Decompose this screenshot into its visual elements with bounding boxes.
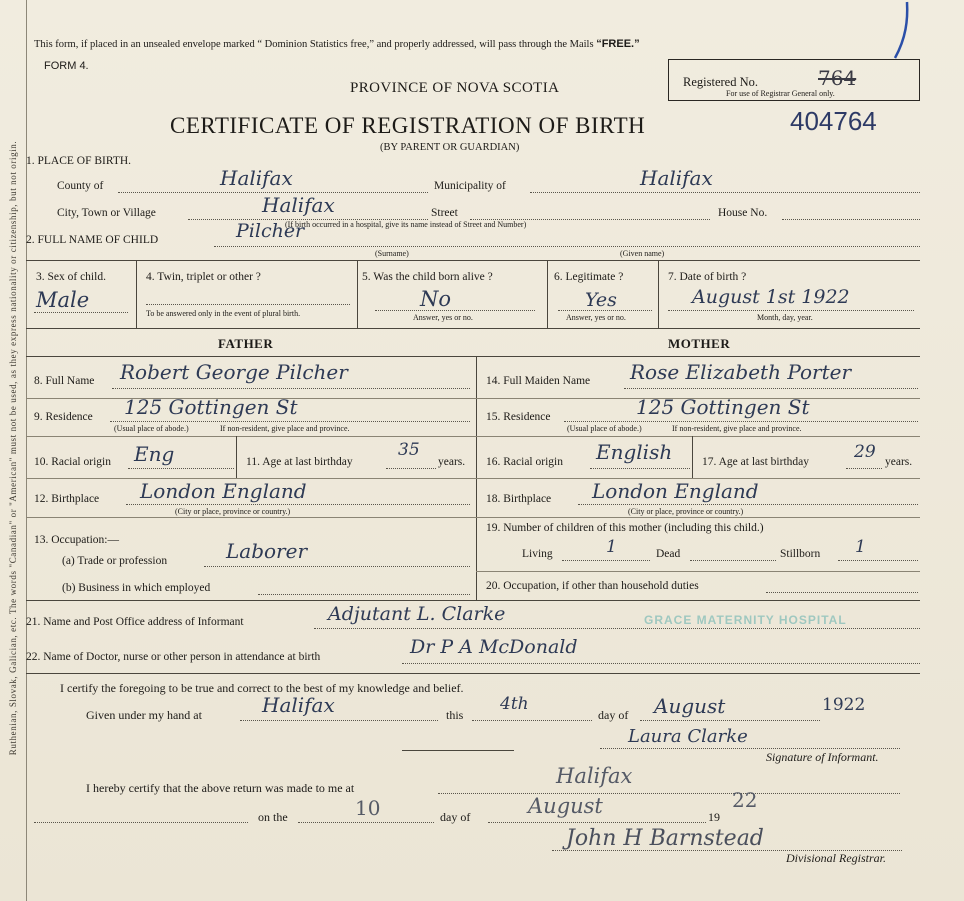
- municipality-value: Halifax: [640, 166, 713, 190]
- street-label: Street: [431, 207, 458, 219]
- father-name-label: 8. Full Name: [34, 375, 95, 387]
- divider-child-3: [547, 260, 548, 328]
- form-number: FORM 4.: [44, 60, 89, 72]
- surname-caption: (Surname): [375, 249, 409, 258]
- born-alive-line: [375, 310, 535, 311]
- certificate-number: 404764: [790, 106, 877, 136]
- certificate-subtitle: (BY PARENT OR GUARDIAN): [380, 142, 520, 153]
- given-name-caption: (Given name): [620, 249, 665, 258]
- father-name-value: Robert George Pilcher: [120, 360, 348, 384]
- informant-signature: Laura Clarke: [628, 726, 748, 747]
- rule-row-19: [476, 571, 920, 572]
- mother-age-label: 17. Age at last birthday: [702, 456, 809, 468]
- mother-racial-origin-line: [590, 468, 690, 469]
- legitimate-value: Yes: [585, 289, 617, 311]
- divider-child-1: [136, 260, 137, 328]
- mother-birthplace-caption: (City or place, province or country.): [628, 507, 744, 516]
- registration-year-value: 22: [732, 788, 758, 812]
- doctor-label: 22. Name of Doctor, nurse or other person in attendance at birth: [26, 651, 321, 663]
- mother-children-label: 19. Number of children of this mother (including this child.): [486, 522, 764, 534]
- registrar-signature: John H Barnstead: [566, 826, 764, 851]
- father-birthplace-caption: (City or place, province or country.): [175, 507, 291, 516]
- sex-label: 3. Sex of child.: [36, 271, 106, 283]
- registration-day-of-label: day of: [440, 810, 471, 824]
- father-trade-label: (a) Trade or profession: [62, 555, 168, 567]
- born-alive-label: 5. Was the child born alive ?: [362, 271, 493, 283]
- registration-month-value: August: [528, 794, 603, 818]
- mother-dead-label: Dead: [656, 548, 681, 560]
- father-age-value: 35: [398, 440, 420, 460]
- legitimate-label: 6. Legitimate ?: [554, 271, 624, 283]
- doctor-line: [402, 663, 920, 664]
- legitimate-line: [558, 310, 652, 311]
- father-occupation-label: 13. Occupation:—: [34, 534, 119, 546]
- municipality-label: Municipality of: [434, 180, 506, 192]
- mother-stillborn-line: [838, 560, 918, 561]
- given-year-value: 1922: [822, 695, 866, 715]
- house-number-line: [782, 219, 920, 220]
- twin-label: 4. Twin, triplet or other ?: [146, 271, 261, 283]
- legitimate-caption: Answer, yes or no.: [566, 313, 626, 322]
- given-place-value: Halifax: [262, 693, 335, 717]
- signature-rule-left: [402, 750, 514, 751]
- registrar-place-value: Halifax: [556, 764, 633, 788]
- side-instruction-text: Ruthenian, Slovak, Galician, etc. The words "Canadian" or "American" must not be used, as they express nationality or citizenship, but not origin.: [8, 140, 18, 756]
- registrar-blank-line: [34, 822, 248, 823]
- born-alive-caption: Answer, yes or no.: [413, 313, 473, 322]
- informant-value: Adjutant L. Clarke: [328, 603, 506, 625]
- hospital-stamp: GRACE MATERNITY HOSPITAL: [644, 613, 847, 627]
- father-abode-caption: (Usual place of abode.): [114, 424, 189, 433]
- mother-residence-label: 15. Residence: [486, 411, 551, 423]
- father-business-line: [258, 594, 470, 595]
- mother-nonresident-caption: If non-resident, give place and province.: [672, 424, 802, 433]
- twin-note: To be answered only in the event of plural birth.: [146, 309, 301, 318]
- full-name-label: 2. FULL NAME OF CHILD: [26, 234, 159, 246]
- registrar-use-note: For use of Registrar General only.: [726, 89, 835, 98]
- mother-age-value: 29: [854, 442, 876, 462]
- mother-birthplace-label: 18. Birthplace: [486, 493, 552, 505]
- mother-residence-value: 125 Gottingen St: [636, 395, 810, 419]
- mother-maiden-name-line: [624, 388, 918, 389]
- surname-value: Pilcher: [236, 220, 305, 242]
- given-under-label: Given under my hand at: [86, 708, 202, 722]
- father-birthplace-line: [126, 504, 470, 505]
- father-business-label: (b) Business in which employed: [62, 582, 211, 594]
- mother-heading: MOTHER: [668, 336, 731, 351]
- mother-maiden-name-label: 14. Full Maiden Name: [486, 375, 591, 387]
- father-birthplace-value: London England: [140, 479, 307, 503]
- registration-day-value: 10: [355, 796, 381, 820]
- father-racial-origin-value: Eng: [134, 442, 175, 466]
- father-birthplace-label: 12. Birthplace: [34, 493, 100, 505]
- mother-maiden-name-value: Rose Elizabeth Porter: [630, 360, 852, 384]
- registration-day-line: [298, 822, 434, 823]
- mother-age-line: [846, 468, 882, 469]
- municipality-line: [530, 192, 920, 193]
- rule-parents-bottom: [26, 600, 920, 601]
- rule-certification-top: [26, 673, 920, 674]
- father-trade-value: Laborer: [226, 539, 308, 563]
- registrar-place-line: [438, 793, 900, 794]
- mother-occupation-line: [766, 592, 918, 593]
- left-margin-strip: [0, 0, 27, 901]
- mother-living-label: Living: [522, 548, 553, 560]
- divider-mother-age: [692, 436, 693, 478]
- born-alive-value: No: [420, 287, 452, 311]
- registrar-signature-caption: Divisional Registrar.: [786, 851, 887, 865]
- father-age-label: 11. Age at last birthday: [246, 456, 353, 468]
- father-racial-origin-label: 10. Racial origin: [34, 456, 111, 468]
- hospital-note: (If birth occurred in a hospital, give its name instead of Street and Number): [285, 220, 527, 229]
- given-month-line: [640, 720, 820, 721]
- mother-birthplace-value: London England: [592, 479, 759, 503]
- street-line: [470, 219, 710, 220]
- on-the-label: on the: [258, 810, 288, 824]
- father-trade-line: [204, 566, 470, 567]
- father-residence-value: 125 Gottingen St: [124, 395, 298, 419]
- mother-living-line: [562, 560, 650, 561]
- divider-child-4: [658, 260, 659, 328]
- informant-signature-caption: Signature of Informant.: [766, 750, 879, 764]
- mail-note: [34, 38, 640, 50]
- given-day-line: [472, 720, 592, 721]
- county-label: County of: [57, 180, 104, 192]
- given-place-line: [240, 720, 438, 721]
- date-of-birth-line: [668, 310, 914, 311]
- full-name-line: [214, 246, 920, 247]
- divider-child-2: [357, 260, 358, 328]
- given-day-value: 4th: [500, 694, 529, 714]
- mother-stillborn-value: 1: [855, 537, 866, 557]
- given-month-value: August: [654, 694, 726, 718]
- registration-month-line: [488, 822, 706, 823]
- mother-birthplace-line: [578, 504, 918, 505]
- father-residence-label: 9. Residence: [34, 411, 93, 423]
- registered-number: 764: [818, 66, 857, 90]
- informant-label: 21. Name and Post Office address of Informant: [26, 616, 244, 628]
- father-age-years: years.: [438, 456, 466, 468]
- ink-pen-mark: [885, 0, 915, 62]
- mother-age-years: years.: [885, 456, 913, 468]
- mother-occupation-label: 20. Occupation, if other than household duties: [486, 580, 699, 592]
- father-racial-origin-line: [128, 468, 234, 469]
- mother-residence-line: [564, 421, 918, 422]
- rule-row-12: [26, 517, 920, 518]
- this-label: this: [446, 708, 464, 722]
- informant-signature-line: [600, 748, 900, 749]
- mother-dead-line: [690, 560, 776, 561]
- rule-child-bottom: [26, 328, 920, 329]
- date-of-birth-caption: Month, day, year.: [757, 313, 813, 322]
- mail-note-text: This form, if placed in an unsealed envelope marked “ Dominion Statistics free,” and properly addressed, will pass through the Mails: [34, 39, 594, 50]
- divider-father-age: [236, 436, 237, 478]
- province-heading: PROVINCE OF NOVA SCOTIA: [350, 80, 560, 96]
- father-heading: FATHER: [218, 336, 274, 351]
- date-of-birth-label: 7. Date of birth ?: [668, 271, 747, 283]
- registered-label: Registered No.: [683, 75, 758, 89]
- father-age-line: [386, 468, 436, 469]
- house-number-label: House No.: [718, 207, 768, 219]
- doctor-value: Dr P A McDonald: [410, 636, 578, 658]
- date-of-birth-value: August 1st 1922: [692, 286, 850, 308]
- mother-racial-origin-label: 16. Racial origin: [486, 456, 563, 468]
- father-residence-line: [110, 421, 470, 422]
- place-of-birth-heading: 1. PLACE OF BIRTH.: [26, 155, 132, 167]
- hereby-statement: I hereby certify that the above return was made to me at: [86, 781, 355, 795]
- registration-year-prefix: 19: [708, 810, 720, 824]
- mail-note-free: “FREE.”: [596, 38, 640, 50]
- certificate-title: CERTIFICATE OF REGISTRATION OF BIRTH: [170, 113, 646, 138]
- mother-stillborn-label: Stillborn: [780, 548, 821, 560]
- mother-abode-caption: (Usual place of abode.): [567, 424, 642, 433]
- rule-row-9: [26, 436, 920, 437]
- sex-value: Male: [36, 288, 90, 312]
- given-day-of-label: day of: [598, 708, 629, 722]
- father-nonresident-caption: If non-resident, give place and province.: [220, 424, 350, 433]
- city-value: Halifax: [262, 193, 335, 217]
- city-label: City, Town or Village: [57, 207, 156, 219]
- mother-racial-origin-value: English: [596, 440, 673, 464]
- informant-line: [314, 628, 920, 629]
- rule-child-top: [26, 260, 920, 261]
- mother-living-value: 1: [606, 537, 617, 557]
- county-value: Halifax: [220, 166, 293, 190]
- twin-line: [146, 304, 350, 305]
- certify-statement: I certify the foregoing to be true and correct to the best of my knowledge and belief.: [60, 681, 464, 695]
- rule-parents-top: [26, 356, 920, 357]
- father-name-line: [112, 388, 470, 389]
- sex-line: [34, 312, 128, 313]
